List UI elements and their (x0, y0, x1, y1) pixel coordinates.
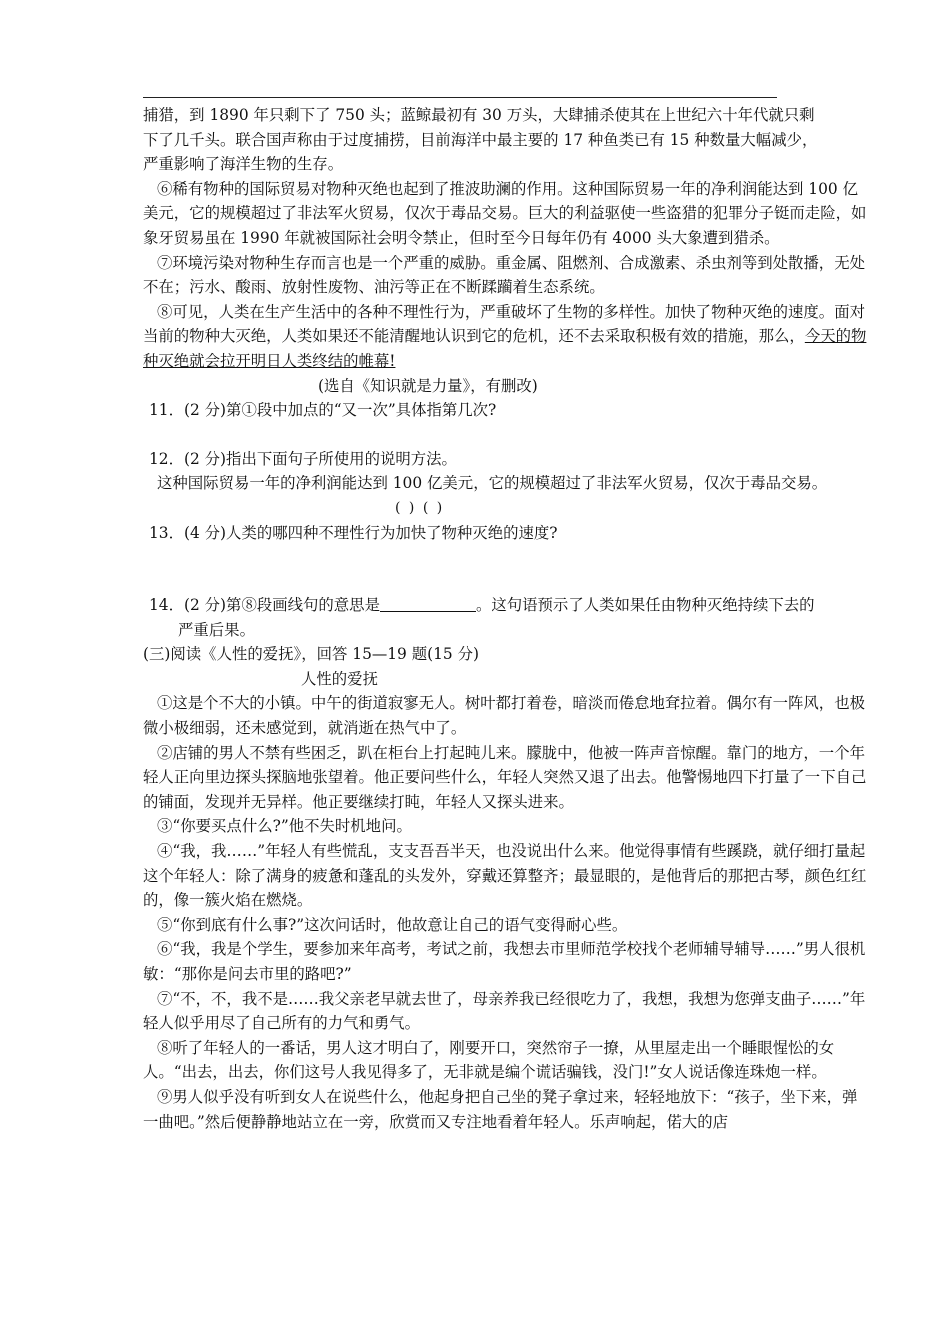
question-12-answer-brackets: ( ) ( ) (395, 499, 445, 516)
paragraph-5-continued-line-1: 捕猎，到 1890 年只剩下了 750 头；蓝鲸最初有 30 万头，大肆捕杀使其在上世纪六十年代就只剩 (143, 106, 815, 124)
paragraph-8 (143, 300, 868, 374)
underlined-sentence: 今天的物种灭绝就会拉开明日人类终结的帷幕! (143, 327, 867, 370)
section-3-heading: (三)阅读《人性的爱抚》，回答 15—19 题(15 分) (143, 645, 479, 664)
story-paragraph-1: ①这是个不大的小镇。中午的街道寂寥无人。树叶都打着卷，暗淡而倦怠地耷拉着。偶尔有一阵风，也极微小极细弱，还未感觉到，就消逝在热气中了。 (143, 694, 865, 738)
question-14-text-continued: 。这句语预示了人类如果任由物种灭绝持续下去的 (475, 596, 815, 615)
question-12: 12．(2 分)指出下面句子所使用的说明方法。 (149, 449, 457, 468)
story-paragraph-8: ⑧听了年轻人的一番话，男人这才明白了，刚要开口，突然帘子一撩，从里屋走出一个睡眼惺忪的女人。“出去，出去，你们这号人我见得多了，无非就是编个谎话骗钱，没门!”女人说话像连珠炮一样。 (143, 1038, 835, 1082)
paragraph-8-text: ⑧可见，人类在生产生活中的各种不理性行为，严重破坏了生物的多样性。加快了物种灭绝的速度。面对当前的物种大灭绝，人类如果还不能清醒地认识到它的危机，还不去采取积极有效的措施，那么， (143, 302, 865, 346)
story-paragraph-4: ④“我，我……”年轻人有些慌乱，支支吾吾半天，也没说出什么来。他觉得事情有些蹊跷，就仔细打量起这个年轻人：除了满身的疲惫和蓬乱的头发外，穿戴还算整齐；最显眼的，是他背后的那把古琴，颜色红红的，像一簇火焰在燃烧。 (143, 842, 867, 910)
answer-blank[interactable] (380, 594, 476, 612)
paragraph-5-continued-line-2: 下了几千头。联合国声称由于过度捕捞，目前海洋中最主要的 17 种鱼类已有 15 种数量大幅减少， (143, 130, 818, 149)
story-paragraph-6: ⑥“我，我是个学生，要参加来年高考，考试之前，我想去市里师范学校找个老师辅导辅导……”男人很机敏：“那你是问去市里的路吧?” (143, 940, 866, 983)
story-paragraph-3: ③“你要买点什么?”他不失时机地问。 (157, 817, 412, 836)
question-14-text: 14．(2 分)第⑧段画线句的意思是 (149, 596, 380, 615)
question-13: 13．(4 分)人类的哪四种不理性行为加快了物种灭绝的速度? (149, 523, 558, 542)
story-paragraph-9: ⑨男人似乎没有听到女人在说些什么，他起身把自己坐的凳子拿过来，轻轻地放下：“孩子，坐下来，弹一曲吧。”然后便静静地站立在一旁，欣赏而又专注地看着年轻人。乐声响起，偌大的店 (143, 1087, 858, 1131)
paragraph-6: ⑥稀有物种的国际贸易对物种灭绝也起到了推波助澜的作用。这种国际贸易一年的净利润能达到 100 亿美元，它的规模超过了非法军火贸易，仅次于毒品交易。巨大的利益驱使一些盗猎的犯罪分子铤而走险，如象牙贸易虽在 1990 年就被国际社会明令禁止，但时至今日每年仍有 4000 头大象遭到猎杀。 (143, 179, 867, 247)
question-11: 11．(2 分)第①段中加点的“又一次”具体指第几次? (149, 401, 497, 420)
question-14-line-2: 严重后果。 (178, 620, 255, 639)
story-paragraph-5: ⑤“你到底有什么事?”这次问话时，他故意让自己的语气变得耐心些。 (157, 915, 628, 934)
story-paragraph-2: ②店铺的男人不禁有些困乏，趴在柜台上打起盹儿来。朦胧中，他被一阵声音惊醒。靠门的地方，一个年轻人正向里边探头探脑地张望着。他正要问些什么，年轻人突然又退了出去。他警惕地四下打量了一下自己的铺面，发现并无异样。他正要继续打盹，年轻人又探头进来。 (143, 743, 867, 811)
story-paragraph-7: ⑦“不，不，我不是……我父亲老早就去世了，母亲养我已经很吃力了，我想，我想为您弹支曲子……”年轻人似乎用尽了自己所有的力气和勇气。 (143, 989, 866, 1033)
question-14 (143, 593, 868, 618)
article-source: (选自《知识就是力量》，有删改) (318, 376, 538, 395)
story-title: 人性的爱抚 (301, 669, 378, 688)
document-body (143, 103, 868, 1134)
question-12-sentence: 这种国际贸易一年的净利润能达到 100 亿美元，它的规模超过了非法军火贸易，仅次于毒品交易。 (157, 474, 828, 493)
header-rule (143, 97, 777, 98)
paragraph-5-continued-line-3: 严重影响了海洋生物的生存。 (143, 155, 344, 174)
paragraph-7: ⑦环境污染对物种生存而言也是一个严重的威胁。重金属、阻燃剂、合成激素、杀虫剂等到处散播，无处不在；污水、酸雨、放射性废物、油污等正在不断蹂躏着生态系统。 (143, 253, 865, 297)
